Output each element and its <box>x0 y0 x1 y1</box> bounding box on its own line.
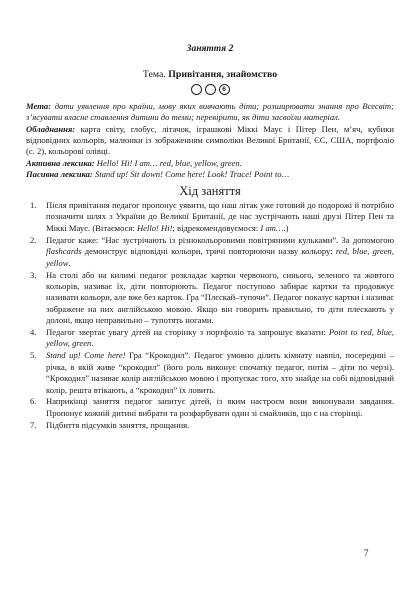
lesson-label: Заняття 2 <box>186 44 234 54</box>
passive-vocab-label: Пасивна лексика: <box>26 169 93 180</box>
step-number: 5. <box>30 350 37 361</box>
list-item <box>26 200 394 234</box>
passive-vocab-text: Stand up! Sit down! Come here! Look! Trace! Point to… <box>94 169 290 180</box>
goal-label: Мета: <box>26 100 52 111</box>
goal-paragraph <box>26 101 394 124</box>
numbered-circle-icon: 6 <box>219 84 230 95</box>
empty-circle-icon <box>205 84 216 95</box>
list-item <box>26 396 394 419</box>
step-number: 1. <box>30 200 37 211</box>
step-number: 2. <box>30 234 37 245</box>
steps-list <box>26 200 394 431</box>
list-item <box>26 235 394 269</box>
circle-markers <box>26 84 394 95</box>
list-item <box>26 420 394 431</box>
active-vocab-paragraph <box>26 158 394 169</box>
step-text: Stand up! Come here! Гра “Крокодил”. Педагог умовно ділить кімнату навпіл, посередині – річка, в якій живе “крокодил” (його роль виконує спочатку педагог, потім – діти по черзі). “Крокодил” називає колір англійською мовою і пропускає того, хто знайде на собі відповідний колір, решта втікають, а “крокодил” їх ловить. <box>46 350 394 395</box>
step-text: Педагог каже: “Нас зустрічають із різнокольоровими повітряними кульками”. За допомогою flashcards демонструє відповідні кольори, тричі повторюючи назву кольору: red, blue, green, yellow. <box>46 234 395 268</box>
step-number: 7. <box>30 419 37 430</box>
topic-line <box>26 69 394 80</box>
step-text: Після привітання педагог пропонує уявити, що наш літак уже готовий до подорожі й потрібно позначити шлях з України до Великої Британії, де нас зустрічають наші друзі Пітер Пен та Міккі Маус. (Вітаємося: Hello! Hi!; відрекомендовуємося: I am….) <box>46 200 394 233</box>
list-item <box>26 350 394 396</box>
active-vocab-text: Hello! Hi! I am… red, blue, yellow, green. <box>96 157 242 168</box>
section-heading: Хід заняття <box>179 183 241 198</box>
page-number: 7 <box>364 548 369 558</box>
step-text: Педагог звертає увагу дітей на сторінку з портфоліо та запрошує вказати: Point to red, blue, yellow, green. <box>46 327 394 349</box>
equipment-text: карта світу, глобус, літачок, іграшкові Міккі Маус і Пітер Пен, м’яч, кубики відповідних кольорів, малюнки із зображенням символіки Великої Британії, ЄС, США, портфоліо (с. 2), кольорові олівці. <box>26 123 394 157</box>
list-item <box>26 327 394 350</box>
step-number: 4. <box>30 327 37 338</box>
topic-title: Привітання, знайомство <box>168 69 278 81</box>
step-text: Підбиття підсумків заняття, прощання. <box>46 419 190 430</box>
active-vocab-label: Активна лексика: <box>26 157 95 168</box>
step-number: 3. <box>30 269 37 280</box>
step-text: На столі або на килимі педагог розкладає картки червоного, синього, зеленого та жовтого кольорів, називає їх, діти повторюють. Педагог поступово забирає картки та продовжує називати кольори, але вже без карток. Гра “Плєскай–тупочи”. Педагог показує картки і називає зображене на них англійською мовою. Якщо він говорить правильно, то діти плескають у долоні, якщо неправильно – тупотять ногами. <box>46 269 394 326</box>
list-item <box>26 270 394 327</box>
goal-text: дати уявлення про країни, мову яких вивчають діти; розширювати знання про Всесвіт; з’ясувати власне ставлення дитини до теми; перевірити, як діти засвоїли матеріал. <box>26 100 395 123</box>
step-text: Наприкінці заняття педагог запитує дітей, із яким настроєм вони виконували завдання. Пропонує кожній дитині вибрати та розфарбувати один зі смайликів, що є на сторінці. <box>46 396 394 418</box>
empty-circle-icon <box>191 84 202 95</box>
equipment-paragraph <box>26 124 394 158</box>
topic-label: Тема. <box>142 69 166 81</box>
passive-vocab-paragraph <box>26 169 394 180</box>
step-number: 6. <box>30 396 37 407</box>
equipment-label: Обладнання: <box>26 123 76 134</box>
